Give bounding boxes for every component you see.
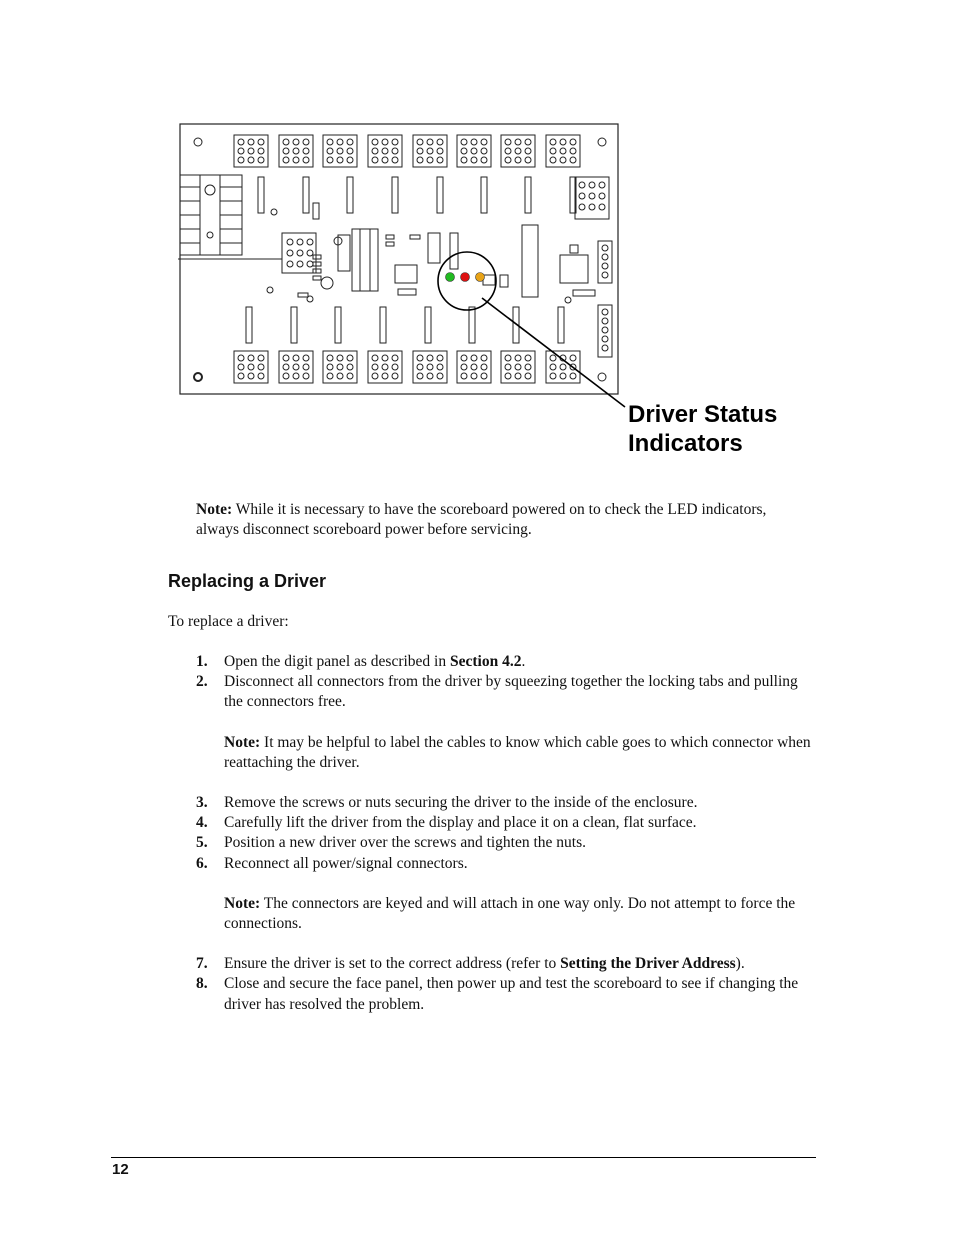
connector-pin xyxy=(515,355,521,361)
connector-pin xyxy=(303,355,309,361)
note-label: Note: xyxy=(196,501,233,518)
connector-pin xyxy=(347,157,353,163)
note-text: While it is necessary to have the scoreboard powered on to check the LED indicators, always disconnect scoreboard power before servicing. xyxy=(196,501,767,538)
connector-pin xyxy=(461,157,467,163)
connector-pin xyxy=(248,148,254,154)
resistor-strip xyxy=(347,177,353,213)
connector-pin xyxy=(372,355,378,361)
step-number: 7. xyxy=(196,955,208,973)
connector-pin xyxy=(461,139,467,145)
connector-pin xyxy=(427,139,433,145)
connector-pin xyxy=(327,364,333,370)
step-text xyxy=(224,652,816,672)
note-label: Note: xyxy=(224,894,261,912)
power-note xyxy=(196,500,796,540)
connector-pin xyxy=(471,355,477,361)
connector-pin xyxy=(427,355,433,361)
keyed-connector-note xyxy=(224,894,816,934)
connector-pin xyxy=(515,373,521,379)
connector-pin xyxy=(437,139,443,145)
connector-pin xyxy=(525,139,531,145)
step-text: Reconnect all power/signal connectors. xyxy=(224,854,468,872)
step-2 xyxy=(196,672,816,712)
connector-pin xyxy=(283,355,289,361)
resistor-strip xyxy=(437,177,443,213)
connector-pin xyxy=(382,139,388,145)
note-text: It may be helpful to label the cables to know which cable goes to which connector when reattaching the driver. xyxy=(224,733,811,771)
connector-pin xyxy=(303,148,309,154)
procedure-steps xyxy=(196,652,816,1015)
connector-pin xyxy=(505,355,511,361)
connector-pin xyxy=(417,373,423,379)
connector-pin xyxy=(392,139,398,145)
resistor-strip xyxy=(392,177,398,213)
connector-pin xyxy=(392,373,398,379)
connector-pin xyxy=(560,364,566,370)
connector-pin xyxy=(560,373,566,379)
connector-pin xyxy=(437,148,443,154)
section-heading: Replacing a Driver xyxy=(168,571,327,591)
section-reference: Setting the Driver Address xyxy=(560,955,736,973)
step-number: 1. xyxy=(196,653,208,670)
connector-pin xyxy=(392,364,398,370)
step-text: Disconnect all connectors from the driver by squeezing together the locking tabs and pulling the connectors free. xyxy=(224,673,798,711)
connector-pin xyxy=(337,148,343,154)
connector-pin xyxy=(293,139,299,145)
resistor-strip xyxy=(303,177,309,213)
connector-pin xyxy=(471,157,477,163)
connector-pin xyxy=(258,364,264,370)
callout-line-1: Driver Status xyxy=(628,401,778,428)
connector-pin xyxy=(560,139,566,145)
connector-pin xyxy=(347,364,353,370)
connector-pin xyxy=(505,148,511,154)
step-number: 2. xyxy=(196,673,208,691)
connector-pin xyxy=(570,157,576,163)
connector-pin xyxy=(258,355,264,361)
resistor-strip xyxy=(481,177,487,213)
connector-pin xyxy=(337,373,343,379)
connector-pin xyxy=(248,373,254,379)
connector-pin xyxy=(327,373,333,379)
connector-pin xyxy=(293,364,299,370)
connector-pin xyxy=(283,157,289,163)
connector-pin xyxy=(550,148,556,154)
connector-block xyxy=(598,241,612,283)
connector-pin xyxy=(293,355,299,361)
connector-pin xyxy=(505,373,511,379)
connector-pin xyxy=(372,373,378,379)
connector-pin xyxy=(560,148,566,154)
connector-pin xyxy=(337,364,343,370)
status-led-amber xyxy=(476,273,485,282)
connector-pin xyxy=(417,148,423,154)
connector-pin xyxy=(515,157,521,163)
connector-pin xyxy=(392,157,398,163)
connector-pin xyxy=(515,364,521,370)
cable-label-note xyxy=(224,733,816,773)
connector-pin xyxy=(327,148,333,154)
connector-pin xyxy=(570,355,576,361)
connector-pin xyxy=(525,364,531,370)
section-intro: To replace a driver: xyxy=(168,613,289,630)
mounting-hole xyxy=(598,138,606,146)
connector-pin xyxy=(427,148,433,154)
connector-pin xyxy=(248,157,254,163)
connector-pin xyxy=(550,355,556,361)
connector-pin xyxy=(417,157,423,163)
connector-pin xyxy=(293,373,299,379)
connector-pin xyxy=(258,148,264,154)
connector-pin xyxy=(238,364,244,370)
connector-pin xyxy=(293,157,299,163)
connector-pin xyxy=(293,148,299,154)
resistor-strip xyxy=(258,177,264,213)
connector-pin xyxy=(372,139,378,145)
connector-pin xyxy=(347,373,353,379)
status-led-red xyxy=(461,273,470,282)
connector-pin xyxy=(238,157,244,163)
connector-pin xyxy=(481,373,487,379)
resistor-strip xyxy=(380,307,386,343)
connector-pin xyxy=(258,157,264,163)
resistor-strip xyxy=(291,307,297,343)
connector-pin xyxy=(382,157,388,163)
connector-pin xyxy=(481,364,487,370)
connector-pin xyxy=(238,148,244,154)
connector-pin xyxy=(471,364,477,370)
connector-pin xyxy=(372,148,378,154)
step-text-part: ). xyxy=(735,955,745,973)
connector-pin xyxy=(437,373,443,379)
connector-pin xyxy=(550,364,556,370)
step-number: 4. xyxy=(196,814,208,832)
connector-pin xyxy=(505,364,511,370)
connector-pin xyxy=(461,364,467,370)
step-number: 3. xyxy=(196,794,208,812)
resistor-strip xyxy=(525,177,531,213)
connector-pin xyxy=(525,157,531,163)
resistor-strip xyxy=(469,307,475,343)
step-6 xyxy=(196,854,816,874)
connector-pin xyxy=(248,364,254,370)
connector-pin xyxy=(427,373,433,379)
step-text xyxy=(224,954,816,974)
connector-pin xyxy=(248,355,254,361)
step-text: Position a new driver over the screws and tighten the nuts. xyxy=(224,834,587,852)
step-8 xyxy=(196,974,816,1014)
section-reference: Section 4.2 xyxy=(449,653,522,670)
connector-pin xyxy=(550,139,556,145)
step-number: 5. xyxy=(196,834,208,852)
connector-pin xyxy=(570,148,576,154)
step-text: Carefully lift the driver from the display and place it on a clean, flat surface. xyxy=(224,814,697,832)
connector-pin xyxy=(461,148,467,154)
connector-block xyxy=(598,305,612,357)
connector-pin xyxy=(515,139,521,145)
callout-line-2: Indicators xyxy=(628,430,743,457)
connector-pin xyxy=(337,355,343,361)
step-3 xyxy=(196,793,816,813)
connector-pin xyxy=(327,157,333,163)
step-1 xyxy=(196,652,816,672)
connector-pin xyxy=(382,373,388,379)
connector-pin xyxy=(392,355,398,361)
connector-pin xyxy=(427,364,433,370)
connector-pin xyxy=(303,364,309,370)
mounting-hole xyxy=(598,373,606,381)
connector-pin xyxy=(461,373,467,379)
connector-pin xyxy=(372,157,378,163)
connector-pin xyxy=(283,139,289,145)
step-5 xyxy=(196,833,816,853)
resistor-strip xyxy=(335,307,341,343)
connector-pin xyxy=(258,139,264,145)
connector-pin xyxy=(327,139,333,145)
connector-pin xyxy=(303,157,309,163)
connector-pin xyxy=(417,139,423,145)
connector-pin xyxy=(327,355,333,361)
connector-pin xyxy=(437,364,443,370)
resistor-strip xyxy=(246,307,252,343)
connector-pin xyxy=(570,139,576,145)
connector-pin xyxy=(560,157,566,163)
connector-pin xyxy=(303,139,309,145)
connector-pin xyxy=(417,364,423,370)
connector-pin xyxy=(471,373,477,379)
regulator xyxy=(560,255,588,283)
connector-pin xyxy=(481,148,487,154)
connector-pin xyxy=(347,139,353,145)
driver-status-callout xyxy=(628,400,828,458)
connector-pin xyxy=(471,139,477,145)
connector-pin xyxy=(283,148,289,154)
step-number: 8. xyxy=(196,975,208,993)
connector-pin xyxy=(570,373,576,379)
step-text-part: . xyxy=(521,653,526,670)
connector-pin xyxy=(550,373,556,379)
connector-pin xyxy=(337,157,343,163)
step-7 xyxy=(196,954,816,974)
connector-pin xyxy=(481,355,487,361)
connector-pin xyxy=(372,364,378,370)
connector-pin xyxy=(238,139,244,145)
connector-pin xyxy=(525,148,531,154)
step-text: Remove the screws or nuts securing the driver to the inside of the enclosure. xyxy=(224,794,698,812)
connector-pin xyxy=(347,355,353,361)
connector-pin xyxy=(505,157,511,163)
connector-pin xyxy=(417,355,423,361)
note-text: The connectors are keyed and will attach in one way only. Do not attempt to force the connections. xyxy=(224,894,796,933)
connector-pin xyxy=(481,157,487,163)
connector-pin xyxy=(337,139,343,145)
connector-pin xyxy=(258,373,264,379)
connector-pin xyxy=(347,148,353,154)
connector-pin xyxy=(303,373,309,379)
connector-pin xyxy=(461,355,467,361)
connector-pin xyxy=(392,148,398,154)
step-number: 6. xyxy=(196,854,208,872)
step-text: Close and secure the face panel, then power up and test the scoreboard to see if changing the driver has resolved the problem. xyxy=(224,975,799,1013)
mounting-hole xyxy=(194,138,202,146)
connector-pin xyxy=(382,355,388,361)
connector-pin xyxy=(382,148,388,154)
connector-pin xyxy=(437,157,443,163)
ic-chip xyxy=(352,229,378,291)
step-4 xyxy=(196,813,816,833)
note-label: Note: xyxy=(224,733,261,751)
connector-pin xyxy=(437,355,443,361)
connector-pin xyxy=(481,139,487,145)
resistor-strip xyxy=(425,307,431,343)
resistor-strip xyxy=(558,307,564,343)
connector-pin xyxy=(525,355,531,361)
connector-pin xyxy=(238,355,244,361)
connector-pin xyxy=(238,373,244,379)
status-led-green xyxy=(446,273,455,282)
connector-pin xyxy=(525,373,531,379)
connector-pin xyxy=(550,157,556,163)
connector-pin xyxy=(382,364,388,370)
footer-rule xyxy=(111,1157,816,1158)
connector-pin xyxy=(505,139,511,145)
step-text-part: Open the digit panel as described in xyxy=(224,653,450,670)
connector-pin xyxy=(248,139,254,145)
connector-pin xyxy=(283,373,289,379)
mounting-hole xyxy=(194,373,202,381)
connector-pin xyxy=(283,364,289,370)
connector-pin xyxy=(427,157,433,163)
step-text-part: Ensure the driver is set to the correct address (refer to xyxy=(224,955,561,973)
connector-pin xyxy=(515,148,521,154)
page-number: 12 xyxy=(112,1161,129,1178)
connector-pin xyxy=(471,148,477,154)
